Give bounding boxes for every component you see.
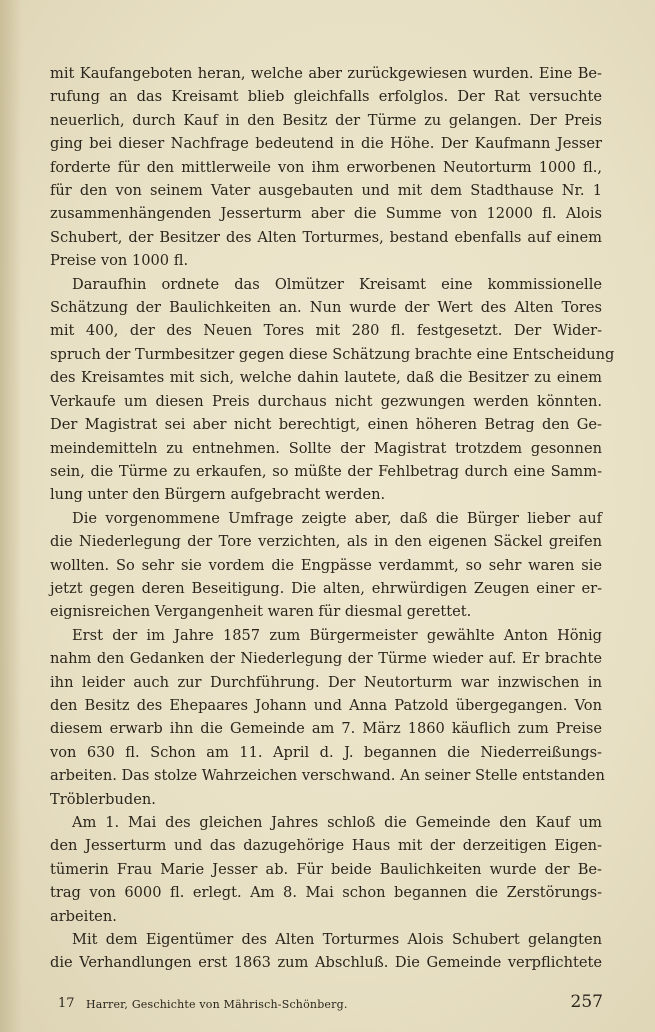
text-line: neuerlich, durch Kauf in den Besitz der Türme zu gelangen. Der Preis	[50, 111, 602, 129]
text-line: den Jesserturm und das dazugehörige Haus mit der derzeitigen Eigen-	[50, 837, 602, 855]
text-line: des Kreisamtes mit sich, welche dahin lautete, daß die Besitzer zu einem	[50, 369, 602, 387]
text-line: Am 1. Mai des gleichen Jahres schloß die Gemeinde den Kauf um	[72, 814, 602, 831]
text-line: Der Magistrat sei aber nicht berechtigt, einen höheren Betrag den Ge-	[50, 416, 602, 434]
page-footer	[58, 992, 603, 1016]
text-line: diesem erwarb ihn die Gemeinde am 7. März 1860 käuflich zum Preise	[50, 720, 602, 738]
paragraph	[50, 273, 615, 507]
text-line: die Verhandlungen erst 1863 zum Abschluß. Die Gemeinde verpflichtete	[50, 954, 602, 972]
text-line: forderte für den mittlerweile von ihm erworbenen Neutorturm 1000 fl.,	[50, 158, 602, 176]
text-line: wollten. So sehr sie vordem die Engpässe verdammt, so sehr waren sie	[50, 556, 602, 574]
text-line: ihn leider auch zur Durchführung. Der Neutorturm war inzwischen in	[50, 673, 602, 691]
text-line: eignisreichen Vergangenheit waren für diesmal gerettet.	[50, 603, 472, 621]
text-line: Die vorgenommene Umfrage zeigte aber, daß die Bürger lieber auf	[72, 509, 602, 527]
text-line: Verkaufe um diesen Preis durchaus nicht gezwungen werden könnten.	[50, 392, 602, 410]
text-line: von 630 fl. Schon am 11. April d. J. begannen die Niederreißungs-	[50, 743, 602, 761]
text-line: arbeiten. Das stolze Wahrzeichen verschwand. An seiner Stelle entstanden	[50, 767, 605, 785]
text-line: nahm den Gedanken der Niederlegung der Türme wieder auf. Er brachte	[50, 650, 602, 668]
text-line: spruch der Turmbesitzer gegen diese Schätzung brachte eine Entscheidung	[50, 345, 615, 363]
paragraph	[50, 62, 602, 273]
text-line: den Besitz des Ehepaares Johann und Anna Patzold übergegangen. Von	[50, 696, 602, 714]
text-line: jetzt gegen deren Beseitigung. Die alten, ehrwürdigen Zeugen einer er-	[50, 579, 602, 597]
body-text	[50, 62, 615, 975]
text-line: rufung an das Kreisamt blieb gleichfalls erfolglos. Der Rat versuchte	[50, 88, 602, 106]
text-line: Erst der im Jahre 1857 zum Bürgermeister gewählte Anton Hönig	[72, 626, 602, 644]
text-line: sein, die Türme zu erkaufen, so müßte der Fehlbetrag durch eine Samm-	[50, 462, 602, 480]
paragraph	[50, 928, 602, 975]
text-line: Schubert, der Besitzer des Alten Torturmes, bestand ebenfalls auf einem	[50, 228, 602, 246]
text-line: zusammenhängenden Jesserturm aber die Summe von 12000 fl. Alois	[50, 205, 602, 223]
page-number: 257	[570, 992, 603, 1012]
text-line: mit Kaufangeboten heran, welche aber zurückgewiesen wurden. Eine Be-	[50, 65, 602, 82]
text-line: ging bei dieser Nachfrage bedeutend in die Höhe. Der Kaufmann Jesser	[50, 135, 602, 153]
text-line: mit 400, der des Neuen Tores mit 280 fl. festgesetzt. Der Wider-	[50, 322, 602, 340]
signature-mark: 17	[58, 996, 75, 1011]
text-line: arbeiten.	[50, 907, 117, 925]
binding-shadow	[0, 0, 22, 1032]
text-line: Mit dem Eigentümer des Alten Torturmes Alois Schubert gelangten	[72, 931, 602, 949]
text-line: Tröblerbuden.	[50, 790, 156, 808]
signature-note: Harrer, Geschichte von Mährisch-Schönberg.	[86, 998, 348, 1011]
text-line: die Niederlegung der Tore verzichten, als in den eigenen Säckel greifen	[50, 533, 602, 551]
paragraph	[50, 624, 605, 811]
text-line: Preise von 1000 fl.	[50, 252, 189, 270]
text-line: Daraufhin ordnete das Olmützer Kreisamt eine kommissionelle	[72, 275, 602, 293]
text-line: tümerin Frau Marie Jesser ab. Für beide Baulichkeiten wurde der Be-	[50, 860, 602, 878]
paragraph	[50, 811, 602, 928]
text-line: trag von 6000 fl. erlegt. Am 8. Mai schon begannen die Zerstörungs-	[50, 884, 602, 902]
paragraph	[50, 507, 602, 624]
text-line: Schätzung der Baulichkeiten an. Nun wurde der Wert des Alten Tores	[50, 299, 602, 317]
text-line: meindemitteln zu entnehmen. Sollte der Magistrat trotzdem gesonnen	[50, 439, 602, 457]
text-line: lung unter den Bürgern aufgebracht werden.	[50, 486, 386, 504]
text-line: für den von seinem Vater ausgebauten und mit dem Stadthause Nr. 1	[50, 182, 602, 200]
